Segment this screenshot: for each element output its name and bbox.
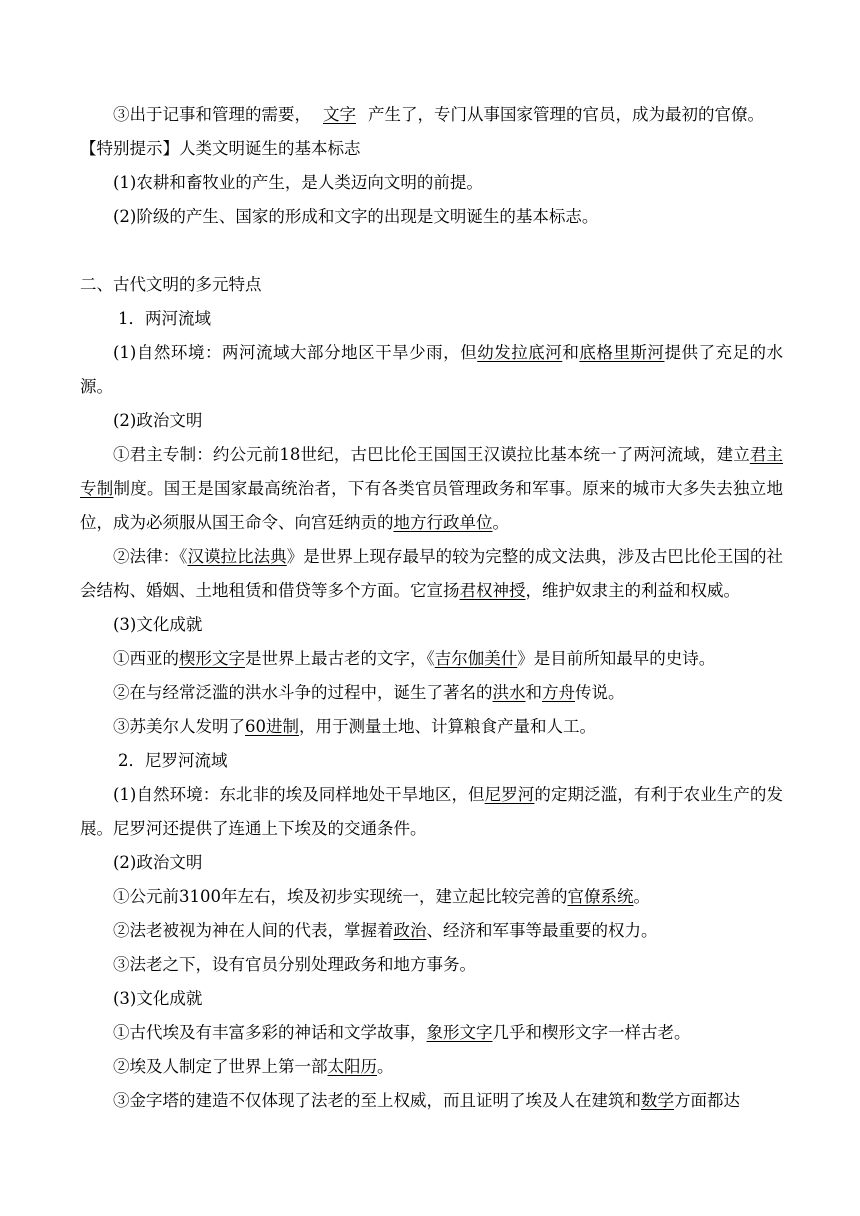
paragraph-cuneiform bbox=[80, 642, 783, 676]
paragraph-officials: ③法老之下，设有官员分别处理政务和地方事务。 bbox=[113, 955, 476, 974]
text: 传说。 bbox=[575, 683, 625, 702]
paragraph-environment-2 bbox=[80, 778, 783, 846]
underlined-term: 君主专制 bbox=[80, 445, 784, 498]
paragraph-monarchy bbox=[80, 438, 783, 540]
text: 和 bbox=[525, 683, 542, 702]
subsection-heading-mesopotamia: 1．两河流域 bbox=[118, 309, 211, 328]
text: 方面都达 bbox=[674, 1091, 740, 1110]
text: ①古代埃及有丰富多彩的神话和文学故事， bbox=[113, 1023, 427, 1042]
politics-heading-2: (2)政治文明 bbox=[113, 853, 203, 872]
underlined-term: 幼发拉底河 bbox=[477, 343, 563, 362]
culture-heading-2: (3)文化成就 bbox=[113, 989, 203, 1008]
tip-item-2: (2)阶级的产生、国家的形成和文字的出现是文明诞生的基本标志。 bbox=[113, 207, 599, 226]
text: ②在与经常泛滥的洪水斗争的过程中，诞生了著名的 bbox=[113, 683, 493, 702]
text: 提供了充足的水源。 bbox=[80, 343, 784, 396]
paragraph-environment-1 bbox=[80, 336, 783, 404]
underlined-term: 汉谟拉比法典 bbox=[187, 547, 287, 566]
text: (1)自然环境：两河流域大部分地区干旱少雨，但 bbox=[113, 343, 478, 362]
underlined-term: 楔形文字 bbox=[179, 649, 245, 668]
text: 。 bbox=[633, 887, 650, 906]
underlined-term: 象形文字 bbox=[426, 1023, 493, 1042]
underlined-term: 尼罗河 bbox=[484, 785, 535, 804]
underlined-term: 地方行政单位 bbox=[393, 513, 493, 532]
paragraph-pyramids bbox=[80, 1084, 783, 1118]
underlined-term: 60进制 bbox=[245, 717, 299, 736]
document-page bbox=[80, 98, 783, 1118]
paragraph-hieroglyphs bbox=[80, 1016, 783, 1050]
underlined-term: 洪水 bbox=[492, 683, 526, 702]
paragraph-flood-legend bbox=[80, 676, 783, 710]
text: 产生了，专门从事国家管理的官员，成为最初的官僚。 bbox=[368, 105, 764, 124]
text: 》是世界上现存最早的较为完整的成文法典，涉及古巴比伦王国的社会结构、婚姻、土地租赁和借贷等多个方面。它宣扬 bbox=[80, 547, 784, 600]
culture-heading-1: (3)文化成就 bbox=[113, 615, 203, 634]
text: 是世界上最古老的文字，《 bbox=[245, 649, 435, 668]
underlined-term: 底格里斯河 bbox=[579, 343, 665, 362]
text: 制度。国王是国家最高统治者，下有各类官员管理政务和军事。原来的城市大多失去独立地位，成为必须服从国王命令、向宫廷纳贡的 bbox=[80, 479, 784, 532]
text: 。 bbox=[492, 513, 509, 532]
tip-item-1: (1)农耕和畜牧业的产生，是人类迈向文明的前提。 bbox=[113, 173, 483, 192]
underlined-term: 太阳历 bbox=[327, 1057, 377, 1076]
paragraph-sexagesimal bbox=[80, 710, 783, 744]
text: 的定期泛滥，有利于农业生产的发展。尼罗河还提供了连通上下埃及的交通条件。 bbox=[80, 785, 784, 838]
underlined-term: 吉尔伽美什 bbox=[434, 649, 518, 668]
underlined-term: 数学 bbox=[641, 1091, 674, 1110]
fill-blank-answer: 文字 bbox=[323, 105, 356, 124]
paragraph-pharaoh bbox=[80, 914, 783, 948]
text: ②法老被视为神在人间的代表，掌握着 bbox=[113, 921, 394, 940]
section-heading: 二、古代文明的多元特点 bbox=[80, 275, 262, 294]
text: ，用于测量土地、计算粮食产量和人工。 bbox=[299, 717, 596, 736]
text: 和 bbox=[562, 343, 580, 362]
subsection-heading-nile: 2．尼罗河流域 bbox=[118, 751, 228, 770]
text: 、经济和军事等最重要的权力。 bbox=[426, 921, 658, 940]
text: ②埃及人制定了世界上第一部 bbox=[113, 1057, 328, 1076]
text: 》是目前所知最早的史诗。 bbox=[517, 649, 716, 668]
spacer bbox=[80, 234, 783, 268]
text: ①西亚的 bbox=[113, 649, 179, 668]
special-tip-heading: 【特别提示】人类文明诞生的基本标志 bbox=[80, 139, 361, 158]
text: (1)自然环境：东北非的埃及同样地处干旱地区，但 bbox=[113, 785, 485, 804]
text: ③出于记事和管理的需要， bbox=[113, 105, 311, 124]
underlined-term: 官僚系统 bbox=[567, 887, 634, 906]
text: ①公元前3100年左右，埃及初步实现统一，建立起比较完善的 bbox=[113, 887, 568, 906]
paragraph-law bbox=[80, 540, 783, 608]
text: ，维护奴隶主的利益和权威。 bbox=[525, 581, 740, 600]
paragraph-writing-origin bbox=[80, 98, 783, 132]
text: 。 bbox=[377, 1057, 394, 1076]
underlined-term: 君权神授 bbox=[459, 581, 526, 600]
politics-heading-1: (2)政治文明 bbox=[113, 411, 203, 430]
text: ③苏美尔人发明了 bbox=[113, 717, 245, 736]
paragraph-unification bbox=[80, 880, 783, 914]
text: ③金字塔的建造不仅体现了法老的至上权威，而且证明了埃及人在建筑和 bbox=[113, 1091, 641, 1110]
text: ①君主专制：约公元前18世纪，古巴比伦王国国王汉谟拉比基本统一了两河流域，建立 bbox=[113, 445, 750, 464]
paragraph-solar-calendar bbox=[80, 1050, 783, 1084]
underlined-term: 方舟 bbox=[542, 683, 575, 702]
text: 几乎和楔形文字一样古老。 bbox=[492, 1023, 691, 1042]
text: ②法律：《 bbox=[113, 547, 188, 566]
underlined-term: 政治 bbox=[393, 921, 427, 940]
